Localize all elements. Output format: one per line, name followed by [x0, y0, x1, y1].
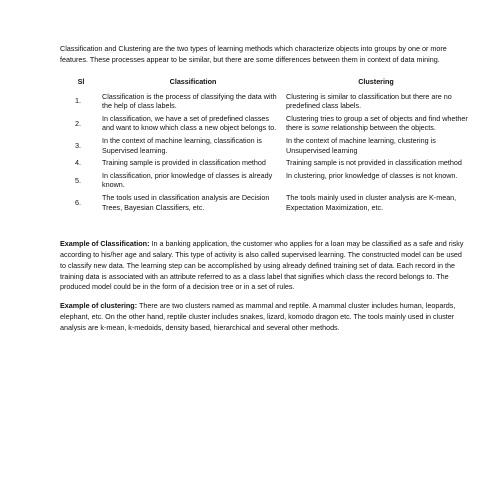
table-row: [60, 114, 468, 136]
clustering-text: Clustering tries to group a set of objects and find whether there is: [286, 113, 468, 133]
clustering-example-paragraph: [60, 301, 465, 333]
comparison-table: [60, 75, 468, 216]
table-row: [60, 158, 468, 171]
clustering-cell: In the context of machine learning, clustering is Unsupervised learning: [286, 135, 436, 155]
classification-example-paragraph: [60, 239, 465, 293]
row-number: 4.: [75, 158, 81, 168]
intro-paragraph: Classification and Clustering are the two types of learning methods which characterize objects into groups by one or more features. These processes appear to be similar, but there are some differences between them in context of data mining.: [60, 44, 447, 64]
classification-cell: In the context of machine learning, classification is Supervised learning.: [102, 135, 262, 155]
header-sl: Sl: [77, 76, 85, 86]
table-row: [60, 136, 468, 158]
clustering-example-heading: Example of clustering:: [60, 301, 138, 311]
header-clustering: Clustering: [358, 76, 394, 86]
row-number: 5.: [75, 175, 81, 185]
document-page: [60, 44, 468, 334]
classification-cell: In classification, we have a set of predefined classes and want to know which class a new object belongs to.: [102, 113, 277, 133]
clustering-text: relationship between the objects.: [329, 123, 436, 133]
classification-example-text: In a banking application, the customer who applies for a loan may be classified as a safe and risky according to his/her age and salary. This type of activity is also called supervised learning. The constructed model can be used to classify new data. The learning step can be accomplished by using already defined training set of data. Each record in the training data is associated with an attribute referred to as a class label that signifies which class the record belongs to. The produced model could be in the form of a decision tree or in a set of rules.: [60, 239, 464, 292]
row-number: 1.: [75, 96, 81, 106]
table-row: [60, 171, 468, 193]
table-header-row: [60, 75, 468, 92]
classification-cell: Classification is the process of classifying the data with the help of class labels.: [102, 91, 277, 111]
clustering-cell: The tools mainly used in cluster analysis are K-mean, Expectation Maximization, etc.: [286, 192, 457, 212]
classification-example-heading: Example of Classification:: [60, 239, 150, 249]
classification-cell: In classification, prior knowledge of classes is already known.: [102, 170, 273, 190]
table-row: [60, 193, 468, 215]
header-classification: Classification: [169, 76, 217, 86]
clustering-cell: [284, 114, 468, 136]
clustering-cell: Training sample is not provided in classification method: [286, 158, 462, 168]
emphasis-text: some: [311, 123, 330, 133]
clustering-cell: Clustering is similar to classification but there are no predefined class labels.: [286, 91, 452, 111]
classification-cell: Training sample is provided in classification method: [102, 158, 266, 168]
row-number: 6.: [75, 197, 81, 207]
clustering-cell: In clustering, prior knowledge of classes is not known.: [286, 170, 458, 180]
row-number: 2.: [75, 118, 81, 128]
row-number: 3.: [75, 140, 81, 150]
clustering-example-text: There are two clusters named as mammal and reptile. A mammal cluster includes human, leopards, elephant, etc. On the other hand, reptile cluster includes snakes, lizard, komodo dragon etc. The tools mainly used in cluster analysis are k-mean, k-medoids, density based, hierarchical and several other methods.: [60, 301, 456, 332]
table-row: [60, 92, 468, 114]
classification-cell: The tools used in classification analysis are Decision Trees, Bayesian Classifiers, etc.: [102, 192, 270, 212]
